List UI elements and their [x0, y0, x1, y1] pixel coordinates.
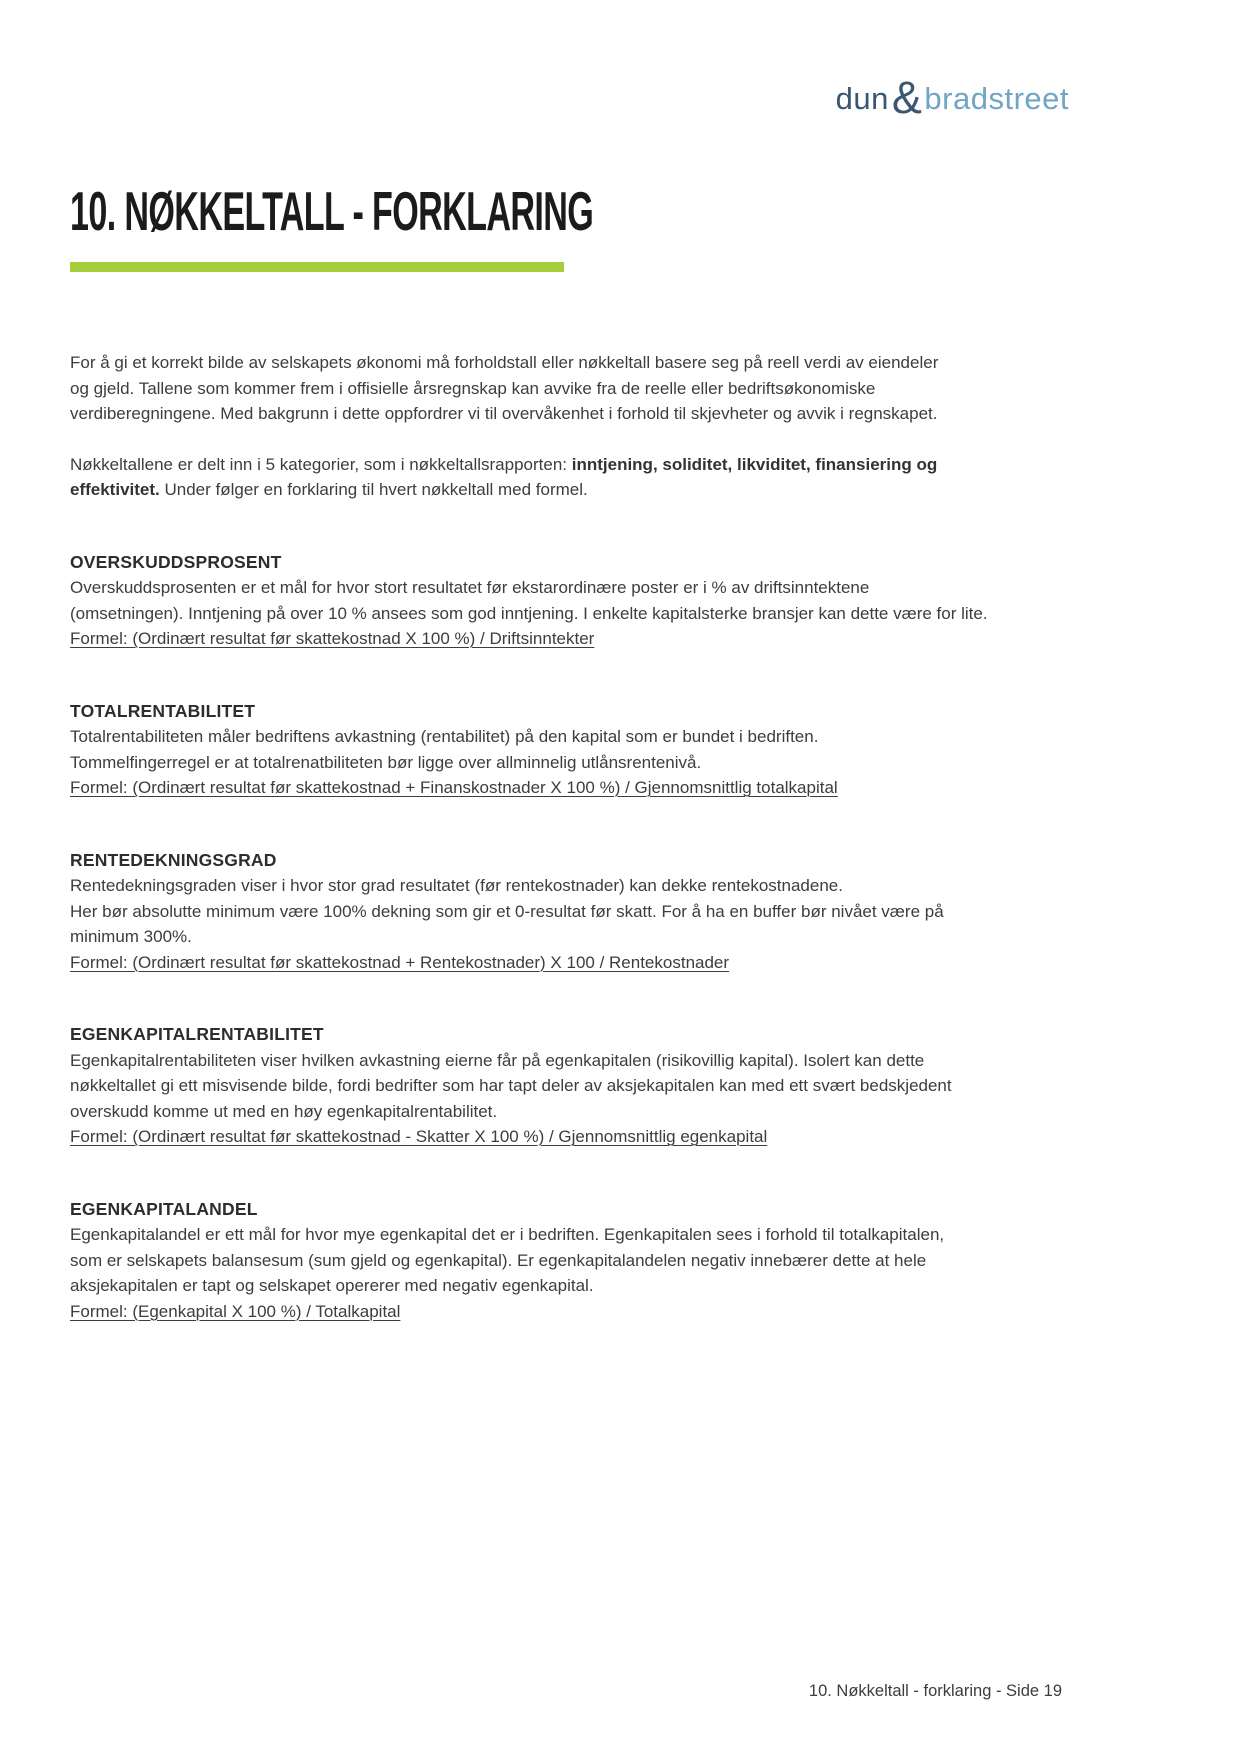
section-body-line: Rentedekningsgraden viser i hvor stor grad resultatet (før rentekostnader) kan dekke rentekostnadene. [70, 876, 843, 895]
section-heading: EGENKAPITALRENTABILITET [70, 1024, 324, 1044]
metric-section [70, 848, 1180, 976]
metric-section [70, 1022, 1180, 1150]
section-heading: EGENKAPITALANDEL [70, 1198, 258, 1219]
formula-text: Formel: (Ordinært resultat før skattekostnad + Finanskostnader X 100 %) / Gjennomsnittlig totalkapital [70, 778, 838, 797]
text-line: verdiberegningene. Med bakgrunn i dette oppfordrer vi til overvåkenhet i forhold til skjevheter og avvik i regnskapet. [70, 404, 938, 423]
section-body-line: Egenkapitalrentabiliteten viser hvilken avkastning eierne får på egenkapitalen (risikovillig kapital). Isolert kan dette [70, 1050, 925, 1070]
ampersand-icon: & [891, 72, 923, 123]
section-heading: RENTEDEKNINGSGRAD [70, 849, 277, 870]
formula-text: Formel: (Ordinært resultat før skattekostnad - Skatter X 100 %) / Gjennomsnittlig egenkapital [70, 1127, 768, 1146]
formula-line [70, 1124, 1180, 1150]
text-segment: Under følger en forklaring til hvert nøkkeltall med formel. [159, 480, 588, 499]
text-line [70, 477, 1180, 503]
section-body-line: Egenkapitalandel er ett mål for hvor mye egenkapital det er i bedriften. Egenkapitalen sees i forhold til totalkapitalen, [70, 1225, 945, 1244]
section-body-line: Overskuddsprosenten er et mål for hvor stort resultatet før ekstarordinære poster er i % av driftsinntektene [70, 578, 870, 597]
intro-paragraph-1 [70, 350, 1180, 427]
category-list-bold-text: effektivitet. [70, 480, 160, 499]
dun-bradstreet-logo [835, 72, 1069, 123]
section-body-line: som er selskapets balansesum (sum gjeld og egenkapital). Er egenkapitalandelen negativ innebærer dette at hele [70, 1250, 927, 1270]
formula-line [70, 1299, 1180, 1325]
page-content [70, 350, 1180, 1324]
formula-line [70, 626, 1180, 652]
metric-section [70, 1197, 1180, 1325]
title-accent-bar [70, 262, 564, 272]
section-body-line: overskudd komme ut med en høy egenkapitalrentabilitet. [70, 1101, 498, 1121]
text-segment: Nøkkeltallene er delt inn i 5 kategorier, som i nøkkeltallsrapporten: [70, 454, 572, 474]
section-heading: OVERSKUDDSPROSENT [70, 551, 282, 572]
formula-text: Formel: (Egenkapital X 100 %) / Totalkapital [70, 1301, 401, 1321]
metric-section [70, 699, 1180, 801]
section-body-line: (omsetningen). Inntjening på over 10 % ansees som god inntjening. I enkelte kapitalsterke bransjer kan dette være for lite. [70, 603, 988, 623]
text-line [70, 452, 1180, 478]
section-body-line: Her bør absolutte minimum være 100% dekning som gir et 0-resultat før skatt. For å ha en buffer bør nivået være på [70, 901, 944, 921]
section-body-line: aksjekapitalen er tapt og selskapet opererer med negativ egenkapital. [70, 1276, 594, 1295]
formula-line [70, 775, 1180, 801]
text-line: For å gi et korrekt bilde av selskapets økonomi må forholdstall eller nøkkeltall basere seg på reell verdi av eiendeler [70, 353, 939, 372]
logo-text-dun: dun [835, 81, 889, 116]
page-footer: 10. Nøkkeltall - forklaring - Side 19 [808, 1682, 1062, 1700]
section-body-line: nøkkeltallet gi ett misvisende bilde, fordi bedrifter som har tapt deler av aksjekapitalen kan med ett svært bedskjedent [70, 1076, 952, 1095]
category-list-bold-text: inntjening, soliditet, likviditet, finansiering og [571, 454, 938, 474]
metric-sections-container [70, 550, 1180, 1325]
text-line: og gjeld. Tallene som kommer frem i offisielle årsregnskap kan avvike fra de reelle eller bedriftsøkonomiske [70, 378, 876, 398]
section-heading: TOTALRENTABILITET [70, 700, 256, 721]
metric-section [70, 550, 1180, 652]
section-body-line: Tommelfingerregel er at totalrenatbiliteten bør ligge over allminnelig utlånsrentenivå. [70, 752, 702, 772]
formula-line [70, 950, 1180, 976]
section-body-line: minimum 300%. [70, 927, 192, 946]
page-title: 10. NØKKELTALL - FORKLARING [70, 180, 594, 242]
formula-text: Formel: (Ordinært resultat før skattekostnad + Rentekostnader) X 100 / Rentekostnader [70, 952, 730, 972]
formula-text: Formel: (Ordinært resultat før skattekostnad X 100 %) / Driftsinntekter [70, 629, 595, 648]
section-body-line: Totalrentabiliteten måler bedriftens avkastning (rentabilitet) på den kapital som er bundet i bedriften. [70, 727, 819, 746]
intro-paragraph-2 [70, 452, 1180, 503]
logo-text-bradstreet: bradstreet [924, 81, 1069, 116]
